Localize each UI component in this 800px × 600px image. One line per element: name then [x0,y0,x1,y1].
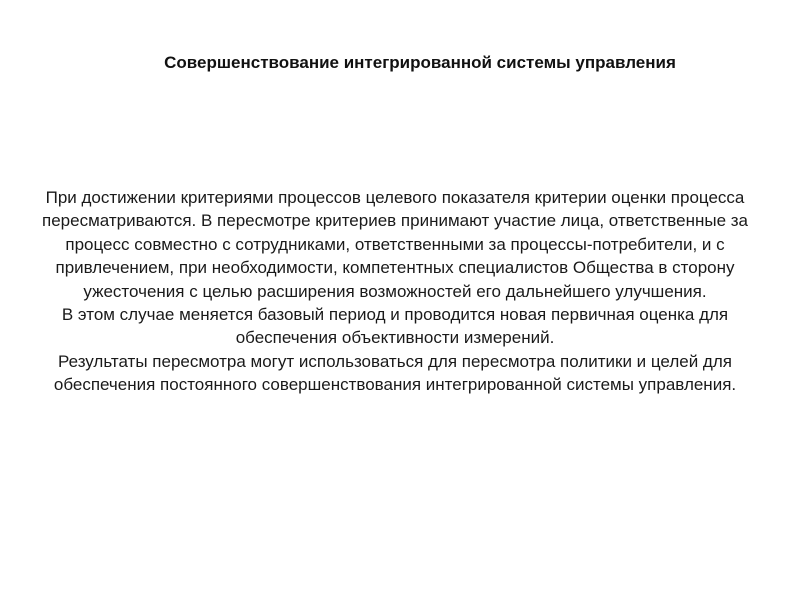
body-paragraph-review-results: Результаты пересмотра могут использоваться для пересмотра политики и целей для обеспечения постоянного совершенствования интегрированной системы управления. [53,351,737,395]
slide-body [10,186,780,397]
slide-title: Совершенствование интегрированной системы управления [164,53,676,72]
body-paragraph-criteria-review: При достижении критериями процессов целевого показателя критерии оценки процесса пересматриваются. В пересмотре критериев принимают участие лица, ответственные за процесс совместно с сотрудниками, ответственными за процессы-потребители, и с привлечением, при необходимости, компетентных специалистов Общества в сторону ужесточения с целью расширения возможностей его дальнейшего улучшения. [42,188,748,301]
body-paragraph-base-period: В этом случае меняется базовый период и проводится новая первичная оценка для обеспечения объективности измерений. [61,305,729,348]
